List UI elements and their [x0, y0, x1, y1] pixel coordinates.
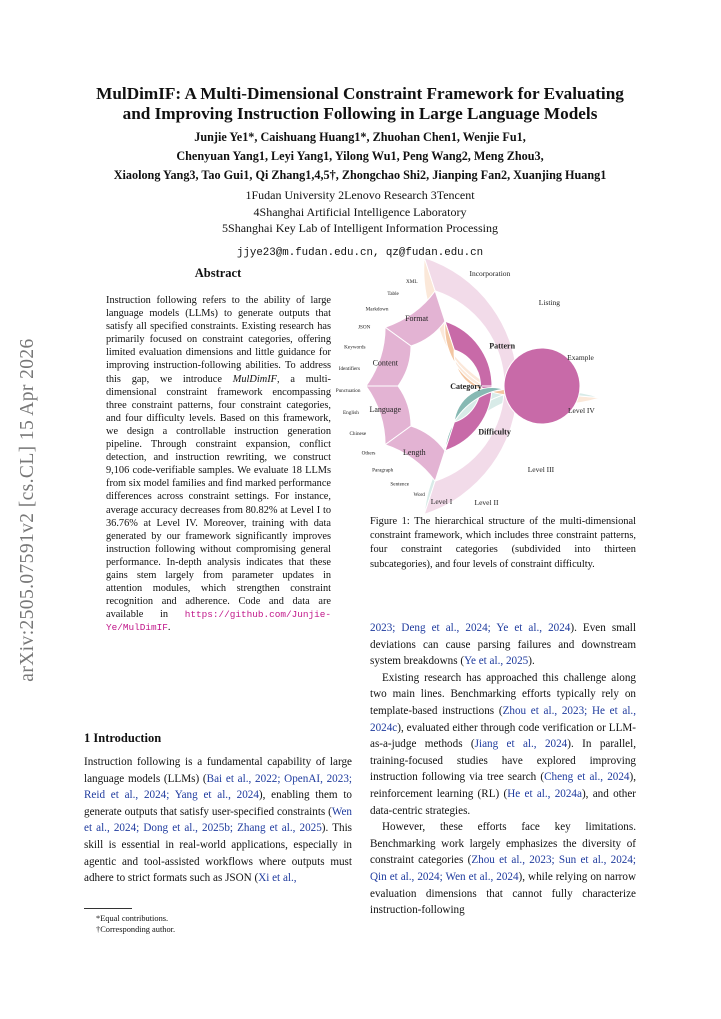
abstract-text: Instruction following refers to the ability of large language models (LLMs) to generate outputs that satisfy all specified constraints. Existing research has primarily focused on constraint categories, offering limited evaluation dimensions and little guidance for improving instruction-following abilities. To address this gap, we introduce: [106, 295, 331, 385]
code-link[interactable]: https://github.com/Junjie-Ye/MulDimIF: [106, 609, 331, 634]
citation-link[interactable]: 2023; Deng et al., 2024; Ye et al., 2024: [370, 622, 571, 634]
level-label: Level IV: [567, 406, 595, 416]
level-label: Level II: [474, 497, 499, 507]
abstract-text: , a multi-dimensional constraint framework encompassing three constraint patterns, four constraint categories, and four difficulty levels. Based on this framework, we design a controllable instruction generation pipeline. Through constraint expansion, conflict detection, and instruction rewriting, we construct 9,106 code-verifiable samples. We evaluate 18 LLMs from six model families and find marked performance differences across constraint settings. For instance, average accuracy decreases from 80.82% at Level I to 36.76% at Level IV. Moreover, training with data generated by our framework significantly improves instruction following without compromising general performance. In-depth analysis indicates that these gains stem largely from parameter updates in attention modules, which strengthen constraint recognition and adherence. Code and data are available in: [106, 373, 331, 621]
framework-name: MulDimIF: [232, 373, 277, 385]
citation-link[interactable]: Xi et al.,: [258, 872, 297, 885]
section-heading-introduction: 1 Introduction: [84, 731, 162, 745]
affiliation-line: 1Fudan University 2Lenovo Research 3Tencent: [245, 188, 475, 202]
figure-caption: Figure 1: The hierarchical structure of the multi-dimensional constraint framework, which includes three constraint patterns, four constraint categories (subdivided into thirteen subcategories), and four levels of constraint difficulty.: [370, 516, 636, 570]
pattern-item-incorporation: Incorporation: [469, 269, 511, 279]
footnote-rule: [84, 908, 132, 909]
paragraph: [370, 819, 636, 919]
footnote: *Equal contributions.: [96, 914, 169, 923]
citation-link[interactable]: Cheng et al., 2024: [544, 771, 630, 784]
intro-paragraph: [84, 754, 352, 887]
subcategory-label: Others: [361, 450, 376, 457]
contact-email: jjye23@m.fudan.edu.cn, qz@fudan.edu.cn: [236, 247, 484, 259]
title-line-2: and Improving Instruction Following in Large Language Models: [122, 104, 598, 123]
author-list: [80, 128, 640, 185]
footnote: †Corresponding author.: [96, 925, 176, 934]
pattern-label: Pattern: [489, 341, 516, 351]
category-label-length: Length: [402, 447, 426, 457]
body-text: ). Even small deviations can cause parsing failures and downstream system breakdowns (: [370, 622, 636, 668]
citation-link[interactable]: Zhou et al., 2023; He et al., 2024c: [370, 704, 636, 734]
body-text: Existing research has approached this challenge along two main lines. Benchmarking efforts typically rely on template-based instructions (: [370, 671, 636, 717]
title-line-1: MulDimIF: A Multi-Dimensional Constraint Framework for Evaluating: [96, 84, 624, 103]
body-text: ), reinforcement learning (RL) (: [370, 771, 636, 800]
body-text: Instruction following is a fundamental capability of large language models (LLMs) (: [84, 756, 352, 785]
affiliations: [80, 187, 640, 237]
right-column-text: [370, 620, 636, 919]
subcategory-label: English: [342, 409, 359, 416]
pattern-item-example: Example: [567, 353, 594, 363]
citation-link[interactable]: Zhou et al., 2023; Sun et al., 2024; Qin et al., 2024; Wen et al., 2024: [370, 854, 636, 883]
subcategory-label: Punctuation: [335, 387, 361, 394]
authors-line-3: Xiaolong Yang3, Tao Gui1, Qi Zhang1,4,5†, Zhongchao Shi2, Jianping Fan2, Xuanjing Huang1: [113, 168, 607, 182]
paper-title: [80, 84, 640, 124]
center-label: Category: [450, 381, 482, 391]
paragraph: [370, 670, 636, 819]
level-label: Level III: [527, 464, 555, 474]
arxiv-stamp-text: arXiv:2505.07591v2 [cs.CL] 15 Apr 2026: [17, 338, 38, 682]
subcategory-label: Table: [387, 291, 399, 298]
subcategory-label: Chinese: [349, 430, 367, 437]
level-label: Level I: [430, 497, 453, 507]
body-text: ), while relying on narrow evaluation dimensions that cannot fully characterize instruction-following: [370, 870, 636, 917]
arxiv-stamp: [6, 300, 50, 720]
category-label-language: Language: [369, 404, 402, 414]
body-text: ), evaluated either through code verification or LLM-as-a-judge methods (: [370, 721, 636, 751]
body-text: ), enabling them to generate outputs that satisfy user-specified constraints (: [84, 789, 352, 818]
abstract-body: [106, 294, 331, 634]
difficulty-label: Difficulty: [478, 427, 511, 437]
sunburst-diagram: [335, 268, 636, 507]
body-text: However, these efforts face key limitations. Benchmarking work largely emphasizes the diversity of constraint categories (: [370, 821, 636, 867]
pattern-item-listing: Listing: [538, 298, 561, 308]
citation-link[interactable]: Ye et al., 2025: [464, 655, 529, 668]
category-label-format: Format: [405, 313, 429, 323]
affiliation-line: 5Shanghai Key Lab of Intelligent Information Processing: [222, 221, 498, 235]
abstract-heading: Abstract: [194, 266, 242, 280]
citation-link[interactable]: He et al., 2024a: [507, 787, 582, 800]
citation-link[interactable]: Jiang et al., 2024: [474, 738, 568, 751]
subcategory-label: JSON: [357, 324, 371, 331]
body-text: ). In parallel, training-focused studies have explored improving instruction following via tree search (: [370, 738, 637, 784]
body-text: ).: [528, 655, 535, 668]
body-text: ). This skill is essential in real-world applications, especially in agentic and tool-assisted workflows where outputs must adhere to strict formats such as JSON (: [84, 822, 352, 885]
body-text: ), and other data-centric strategies.: [370, 787, 636, 817]
framework-figure: [335, 268, 636, 507]
subcategory-label: Word: [413, 492, 425, 499]
subcategory-label: Paragraph: [372, 467, 394, 474]
paragraph: [370, 620, 636, 670]
authors-line-2: Chenyuan Yang1, Leyi Yang1, Yilong Wu1, Peng Wang2, Meng Zhou3,: [176, 149, 544, 163]
abstract-text: .: [167, 622, 171, 634]
citation-link[interactable]: Bai et al., 2022; OpenAI, 2023; Reid et al., 2024; Yang et al., 2024: [84, 772, 352, 802]
subcategory-label: Identifiers: [338, 365, 361, 372]
subcategory-label: Markdown: [365, 306, 389, 313]
footnotes: [96, 913, 175, 935]
citation-link[interactable]: Wen et al., 2024; Dong et al., 2025b; Zhang et al., 2025: [84, 805, 352, 835]
category-label-content: Content: [372, 358, 398, 368]
subcategory-label: XML: [405, 279, 418, 286]
affiliation-line: 4Shanghai Artificial Intelligence Laboratory: [253, 204, 467, 219]
subcategory-label: Keywords: [344, 344, 366, 351]
authors-line-1: Junjie Ye1*, Caishuang Huang1*, Zhuohan Chen1, Wenjie Fu1,: [194, 130, 526, 144]
subcategory-label: Sentence: [390, 481, 410, 488]
